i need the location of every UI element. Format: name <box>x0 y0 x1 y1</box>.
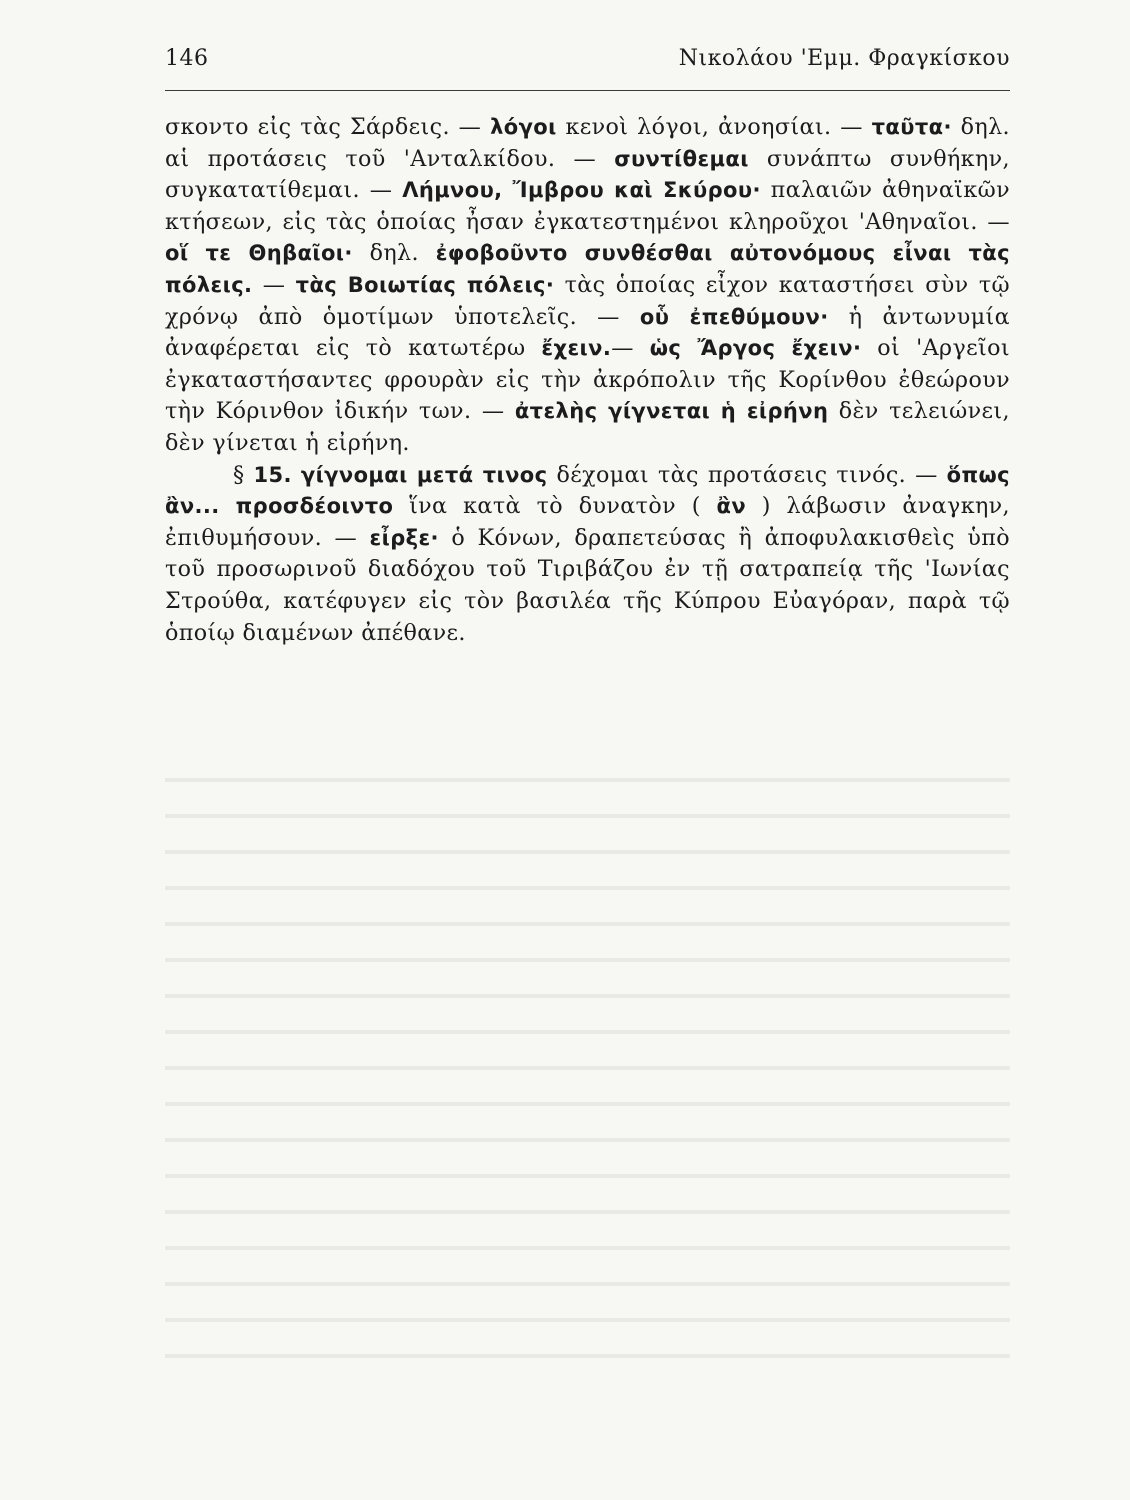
gloss-text: — <box>611 335 650 362</box>
gloss-text: οἱ 'Αργεῖοι ἐγκαταστήσαντες φρουρὰν εἰς τὴν ἀκρόπολιν τῆς Κορίνθου ἐθεώρουν τὴν Κόρινθον ἰδικήν των. — <box>165 335 1010 425</box>
header-rule <box>165 90 1010 91</box>
page-number: 146 <box>165 46 209 71</box>
lemma: εἶρξε· <box>369 525 439 550</box>
gloss-text: κενοὶ λόγοι, ἀνοησίαι. — <box>556 114 872 140</box>
lemma: Λήμνου, Ἴμβρου καὶ Σκύρου· <box>402 178 761 203</box>
gloss-text: § <box>233 461 254 488</box>
gloss-text: σκοντο εἰς τὰς Σάρδεις. — <box>165 114 491 140</box>
gloss-text: δηλ. <box>352 240 436 267</box>
commentary-text <box>165 112 1010 649</box>
gloss-text: ἡ ἀντωνυμία ἀναφέρεται εἰς τὸ κατωτέρω <box>165 303 1010 362</box>
lemma: οἵ τε Θηβαῖοι· <box>165 241 353 266</box>
gloss-text: δηλ. αἱ προτάσεις τοῦ 'Ανταλκίδου. — <box>165 114 1010 172</box>
gloss-text: δέχομαι τὰς προτάσεις τινός. — <box>547 461 947 488</box>
lemma: ἔχειν. <box>541 336 612 361</box>
lemma: ταῦτα· <box>871 115 952 139</box>
lemma: τὰς Βοιωτίας πόλεις· <box>295 272 555 297</box>
gloss-text: — <box>252 271 296 298</box>
gloss-text: δὲν τελειώνει, δὲν γίνεται ἡ εἰρήνη. <box>165 398 1010 456</box>
gloss-text: παλαιῶν ἀθηναϊκῶν κτήσεων, εἰς τὰς ὁποίας ἦσαν ἐγκατεστημένοι κληροῦχοι 'Αθηναῖοι. — <box>165 177 1010 235</box>
gloss-text: ὁ Κόνων, δραπετεύσας ἢ ἀποφυλακισθεὶς ὑπὸ τοῦ προσωρινοῦ διαδόχου τοῦ Τιριβάζου ἐν τῇ σατραπείᾳ τῆς 'Ιωνίας Στρούθα, κατέφυγεν εἰς τὸν βασιλέα τῆς Κύπρου Εὐαγόραν, παρὰ τῷ ὁποίῳ διαμένων ἀπέθανε. <box>165 524 1010 646</box>
gloss-text: ) λάβωσιν ἀναγκην, ἐπιθυμήσουν. — <box>165 493 1010 551</box>
lemma: ἀτελὴς γίγνεται ἡ εἰρήνη <box>514 399 829 424</box>
lemma: ἐφοβοῦντο συνθέσθαι αὐτονόμους εἶναι τὰς πόλεις. <box>165 241 1010 297</box>
lemma: 15. <box>253 462 292 487</box>
page-header <box>165 46 1010 71</box>
lemma: ὅπως ἂν... προσδέοιντο <box>165 462 1011 519</box>
gloss-text: ἵνα κατὰ τὸ δυνατὸν ( <box>393 493 717 520</box>
lemma: λόγοι <box>490 115 557 139</box>
lemma: συντίθεμαι <box>614 146 749 171</box>
gloss-text: τὰς ὁποίας εἶχον καταστήσει σὺν τῷ χρόνῳ ἀπὸ ὁμοτίμων ὑποτελεῖς. — <box>165 271 1011 330</box>
paragraph-2 <box>165 460 1010 650</box>
lemma: ἂν <box>716 494 747 519</box>
lemma: ὡς Ἄργος ἔχειν· <box>649 336 862 361</box>
bleed-through-shadow <box>165 760 1010 1360</box>
running-title: Νικολάου 'Εμμ. Φραγκίσκου <box>678 46 1010 71</box>
lemma: γίγνομαι μετά τινος <box>300 462 548 487</box>
gloss-text: συνάπτω συνθήκην, συγκατατίθεμαι. — <box>165 145 1010 204</box>
lemma: οὗ ἐπεθύμουν· <box>639 304 829 329</box>
gloss-text <box>292 462 301 488</box>
paragraph-1 <box>165 112 1010 460</box>
